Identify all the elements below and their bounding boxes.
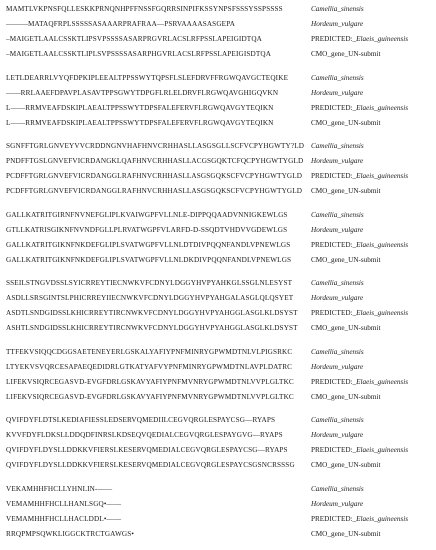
- sequence-label-species: Hordeum_vulgare: [311, 157, 364, 165]
- sequence-label: [311, 87, 363, 100]
- sequence-label-prefix: CMO_gene_UN-submit: [311, 324, 381, 332]
- alignment-block: [0, 72, 436, 132]
- alignment-block: [0, 3, 436, 63]
- sequence-row: [0, 254, 436, 269]
- sequence-row: [0, 307, 436, 322]
- sequence-row: [0, 444, 436, 459]
- sequence-text: L——RRMVEAFDSKIPLAEALTPPSSWYTDPSFALEFERVFLRGWQAVGYTEQIKN: [6, 119, 274, 127]
- sequence-label: [311, 239, 408, 252]
- sequence-label-prefix: CMO_gene_UN-submit: [311, 50, 381, 58]
- sequence-label-species: Camellia_sinensis: [311, 416, 364, 424]
- sequence-label: [311, 483, 364, 496]
- sequence-row: [0, 87, 436, 102]
- sequence-row: [0, 209, 436, 224]
- sequence-label: [311, 3, 364, 16]
- sequence-row: [0, 361, 436, 376]
- sequence-row: [0, 391, 436, 406]
- sequence-text: LTYEKVSVQRCESAPAEQEDIDRLGTKATYAFVYPNFMINRYGPWMDTNLAVPLDATRC: [6, 363, 293, 371]
- sequence-text: –MAIGETLAALCSSKTLIPLSVPSSSSASARPHGVRLACSLRFPSSLAPEIGISDTQA: [6, 50, 272, 58]
- sequence-row: [0, 414, 436, 429]
- sequence-label: [311, 513, 408, 526]
- sequence-label-species: Camellia_sinensis: [311, 485, 364, 493]
- sequence-text: –MAIGETLAALCSSKTLIPSVPSSSSASARPRGVRLACSLRFPSSLAPEIGIDTQA: [6, 35, 263, 43]
- sequence-row: [0, 102, 436, 117]
- sequence-row: [0, 277, 436, 292]
- sequence-label-prefix: PREDICTED:_: [311, 378, 357, 386]
- sequence-row: [0, 528, 436, 543]
- sequence-row: [0, 3, 436, 18]
- sequence-text: ——RRLAAEFDPAVPLASAVTPPSGWYTDPGFLRLELDRVFLRGWQAVGHIGQVKN: [6, 89, 279, 97]
- sequence-text: QVIFDYFLDYSLLDDKKVFIERSLKESERVQMEDIALCEGVQRGLESPAYCSGSNCRSSSG: [6, 461, 295, 469]
- sequence-text: TTFEKVSIQQCDGGSAETENEYERLGSKALYAFIYPNFMINRYGPWMDTNLVLPIGSRKC: [6, 348, 293, 356]
- sequence-text: QVIFDYFLDTSLKEDIAFIESSLEDSERVQMEDIILCEGVQRGLESPAYCSG—RYAPS: [6, 416, 276, 424]
- sequence-text: PCDFFTGRLGNVEFVICRDANGGLRAFHNVCRHHASLLASGSGQKSCFVCPYHGWTYGLD: [6, 187, 303, 195]
- sequence-label: [311, 209, 364, 222]
- sequence-label: [311, 155, 363, 168]
- sequence-row: [0, 224, 436, 239]
- sequence-label-species: Camellia_sinensis: [311, 348, 364, 356]
- sequence-text: GALLKATRITGIKNFNKDEFGLIPLSVATWGPFVLLNLDTDIVPQQNFANDLVPNEWLGS: [6, 241, 291, 249]
- sequence-label: [311, 292, 363, 305]
- sequence-label-prefix: PREDICTED:_: [311, 241, 357, 249]
- sequence-row: [0, 72, 436, 87]
- sequence-label-species: Camellia_sinensis: [311, 279, 364, 287]
- sequence-label-prefix: PREDICTED:_: [311, 446, 357, 454]
- sequence-text: ASHTLSNDGIDSSLKHICRREYTIRCNWKVFCDNYLDGGYHVPYAHGGLASGLKLDSYST: [6, 324, 298, 332]
- sequence-row: [0, 170, 436, 185]
- sequence-label: [311, 254, 380, 267]
- sequence-label: [311, 277, 364, 290]
- sequence-label: [311, 224, 363, 237]
- sequence-text: L——RRMVEAFDSKIPLAEALTPPSSWYTDPSFALEFERVFLRGWQAVGYTEQIKN: [6, 104, 274, 112]
- sequence-label-species: Hordeum_vulgare: [311, 363, 364, 371]
- alignment-block: [0, 277, 436, 337]
- sequence-row: [0, 18, 436, 33]
- sequence-row: [0, 322, 436, 337]
- sequence-label: [311, 361, 363, 374]
- alignment-block: [0, 346, 436, 406]
- sequence-label: [311, 48, 380, 61]
- sequence-label: [311, 376, 408, 389]
- sequence-text: ASDLLSRSGINTSLPHICRREYIIECNWKVFCDNYLDGGYHVPYAHGALASGLQLQSYET: [6, 294, 294, 302]
- sequence-row: [0, 513, 436, 528]
- sequence-label-prefix: PREDICTED:_: [311, 515, 357, 523]
- sequence-text: RRQPMPSQWKLIGGCKTRCTGAWGS•: [6, 530, 135, 538]
- sequence-row: [0, 155, 436, 170]
- alignment-block: [0, 414, 436, 474]
- sequence-label-species: Elaeis_guineensis: [356, 241, 409, 249]
- sequence-text: PCDFFTGRLGNVEFVICRDANGGLRAFHNVCRHHASLLASGSGQKSCFVCPYHGWTYGLD: [6, 172, 303, 180]
- sequence-label-species: Camellia_sinensis: [311, 74, 364, 82]
- sequence-label-species: Hordeum_vulgare: [311, 20, 364, 28]
- sequence-row: [0, 48, 436, 63]
- sequence-row: [0, 498, 436, 513]
- sequence-label: [311, 102, 408, 115]
- sequence-label-prefix: CMO_gene_UN-submit: [311, 119, 381, 127]
- sequence-label-prefix: PREDICTED:_: [311, 309, 357, 317]
- sequence-label: [311, 307, 408, 320]
- sequence-text: GALLKATRITGIKNFNKDEFGLIPLSVATWGPFVLLNLDKDIVPQQNFANDLVPNEWLGS: [6, 256, 292, 264]
- sequence-text: KVVFDYFLDKSLLDDQDFINRSLKDSEQVQEDIALCEGVQRGLESPAYGVG—RYAPS: [6, 431, 283, 439]
- sequence-label: [311, 170, 408, 183]
- sequence-label: [311, 459, 380, 472]
- sequence-label-species: Elaeis_guineensis: [356, 378, 409, 386]
- sequence-label-species: Camellia_sinensis: [311, 142, 364, 150]
- sequence-label-species: Hordeum_vulgare: [311, 431, 364, 439]
- sequence-text: VEMAMHHFHCLLHACLDDL•——: [6, 515, 122, 523]
- alignment-block: [0, 483, 436, 543]
- sequence-text: MAMTLVKPNSFQLLESKKPRNQNHPFFNSSFGQRRSINPIFKSSYNPSFSSSYSSPSSSS: [6, 5, 283, 13]
- sequence-row: [0, 140, 436, 155]
- sequence-row: [0, 483, 436, 498]
- sequence-label: [311, 33, 408, 46]
- sequence-label: [311, 414, 364, 427]
- sequence-label: [311, 346, 364, 359]
- sequence-label-prefix: PREDICTED:_: [311, 172, 357, 180]
- sequence-label-prefix: PREDICTED:_: [311, 35, 357, 43]
- sequence-label-species: Hordeum_vulgare: [311, 226, 364, 234]
- sequence-label: [311, 429, 363, 442]
- sequence-label-species: Hordeum_vulgare: [311, 500, 364, 508]
- sequence-row: [0, 117, 436, 132]
- sequence-label-species: Elaeis_guineensis: [356, 104, 409, 112]
- sequence-row: [0, 33, 436, 48]
- alignment-block: [0, 140, 436, 200]
- sequence-row: [0, 459, 436, 474]
- sequence-text: PNDFFTGSLGNVEFVICRDANGKLQAFHNVCRHHASLLACGSGQKTCFQCPYHGWTYGLD: [6, 157, 304, 165]
- sequence-text: QVIFDYFLDYSLLDDKKVFIERSLKESERVQMEDIALCEGVQRGLESPAYCSG—RYAPS: [6, 446, 288, 454]
- sequence-row: [0, 185, 436, 200]
- sequence-text: VEMAMHHFHCLLHANLSGQ•——: [6, 500, 122, 508]
- sequence-label-prefix: CMO_gene_UN-submit: [311, 530, 381, 538]
- sequence-text: LIFEKVSIQRCEGASVD-EVGFDRLGSKAVYAFIYPNFMVNRYGPWMDTNLVVPLGLTKC: [6, 393, 294, 401]
- sequence-text: SGNFFTGRLGNVEYVVCRDDNGNVHAFHNVCRHHASLLASGSGLLSCFVCPYHGWTY?LD: [6, 142, 305, 150]
- sequence-text: GTLLKATRISGIKNFNVNDFGLLPLRVATWGPFVLARFD-D-SSQDTVHDVVGDEWLGS: [6, 226, 288, 234]
- sequence-label-species: Elaeis_guineensis: [356, 309, 409, 317]
- sequence-row: [0, 376, 436, 391]
- sequence-label: [311, 528, 380, 541]
- sequence-label: [311, 18, 363, 31]
- sequence-row: [0, 239, 436, 254]
- sequence-row: [0, 292, 436, 307]
- sequence-label-species: Camellia_sinensis: [311, 5, 364, 13]
- sequence-label-species: Camellia_sinensis: [311, 211, 364, 219]
- sequence-label-species: Hordeum_vulgare: [311, 89, 364, 97]
- sequence-text: ———MATAQFRPLSSSSSASAAARPRAFRAA—PSRVAAAASASGEPA: [6, 20, 236, 28]
- sequence-label-prefix: CMO_gene_UN-submit: [311, 256, 381, 264]
- sequence-label: [311, 444, 408, 457]
- sequence-label-prefix: PREDICTED:_: [311, 104, 357, 112]
- sequence-text: GALLKATRITGIRNFNVNEFGLIPLKVAIWGPFVLLNLE-DIPPQQAADVNNIGKEWLGS: [6, 211, 288, 219]
- sequence-text: SSEILSTNGVDSSLSYICRREYTIECNWKVFCDNYLDGGYHVPYAHKGLSSGLNLESYST: [6, 279, 293, 287]
- sequence-label-species: Elaeis_guineensis: [356, 35, 409, 43]
- sequence-text: ASDTLSNDGIDSSLKHICRREYTIRCNWKVFCDNYLDGGYHVPYAHGGLASGLKLDSYST: [6, 309, 298, 317]
- sequence-row: [0, 346, 436, 361]
- alignment-block: [0, 209, 436, 269]
- sequence-label: [311, 72, 364, 85]
- sequence-label-species: Hordeum_vulgare: [311, 294, 364, 302]
- sequence-label: [311, 322, 380, 335]
- sequence-label: [311, 391, 380, 404]
- sequence-label-prefix: CMO_gene_UN-submit: [311, 461, 381, 469]
- sequence-label-prefix: CMO_gene_UN-submit: [311, 187, 381, 195]
- sequence-label-species: Elaeis_guineensis: [356, 515, 409, 523]
- sequence-label: [311, 117, 380, 130]
- sequence-label: [311, 498, 363, 511]
- sequence-text: LIFEKVSIQRCEGASVD-EVGFDRLGSKAVYAFIYPNFMVNRYGPWMDTNLVVPLGLTKC: [6, 378, 294, 386]
- sequence-label: [311, 185, 380, 198]
- sequence-label: [311, 140, 364, 153]
- sequence-text: VEKAMHHFHCLLYHNLIN-——: [6, 485, 113, 493]
- sequence-label-species: Elaeis_guineensis: [356, 172, 409, 180]
- sequence-row: [0, 429, 436, 444]
- sequence-label-prefix: CMO_gene_UN-submit: [311, 393, 381, 401]
- sequence-text: LETLDEARRLVYQFDPKIPLEEALTPPSSWYTQPSFLSLEFDRVFFRGWQAVGCTEQIKE: [6, 74, 289, 82]
- sequence-label-species: Elaeis_guineensis: [356, 446, 409, 454]
